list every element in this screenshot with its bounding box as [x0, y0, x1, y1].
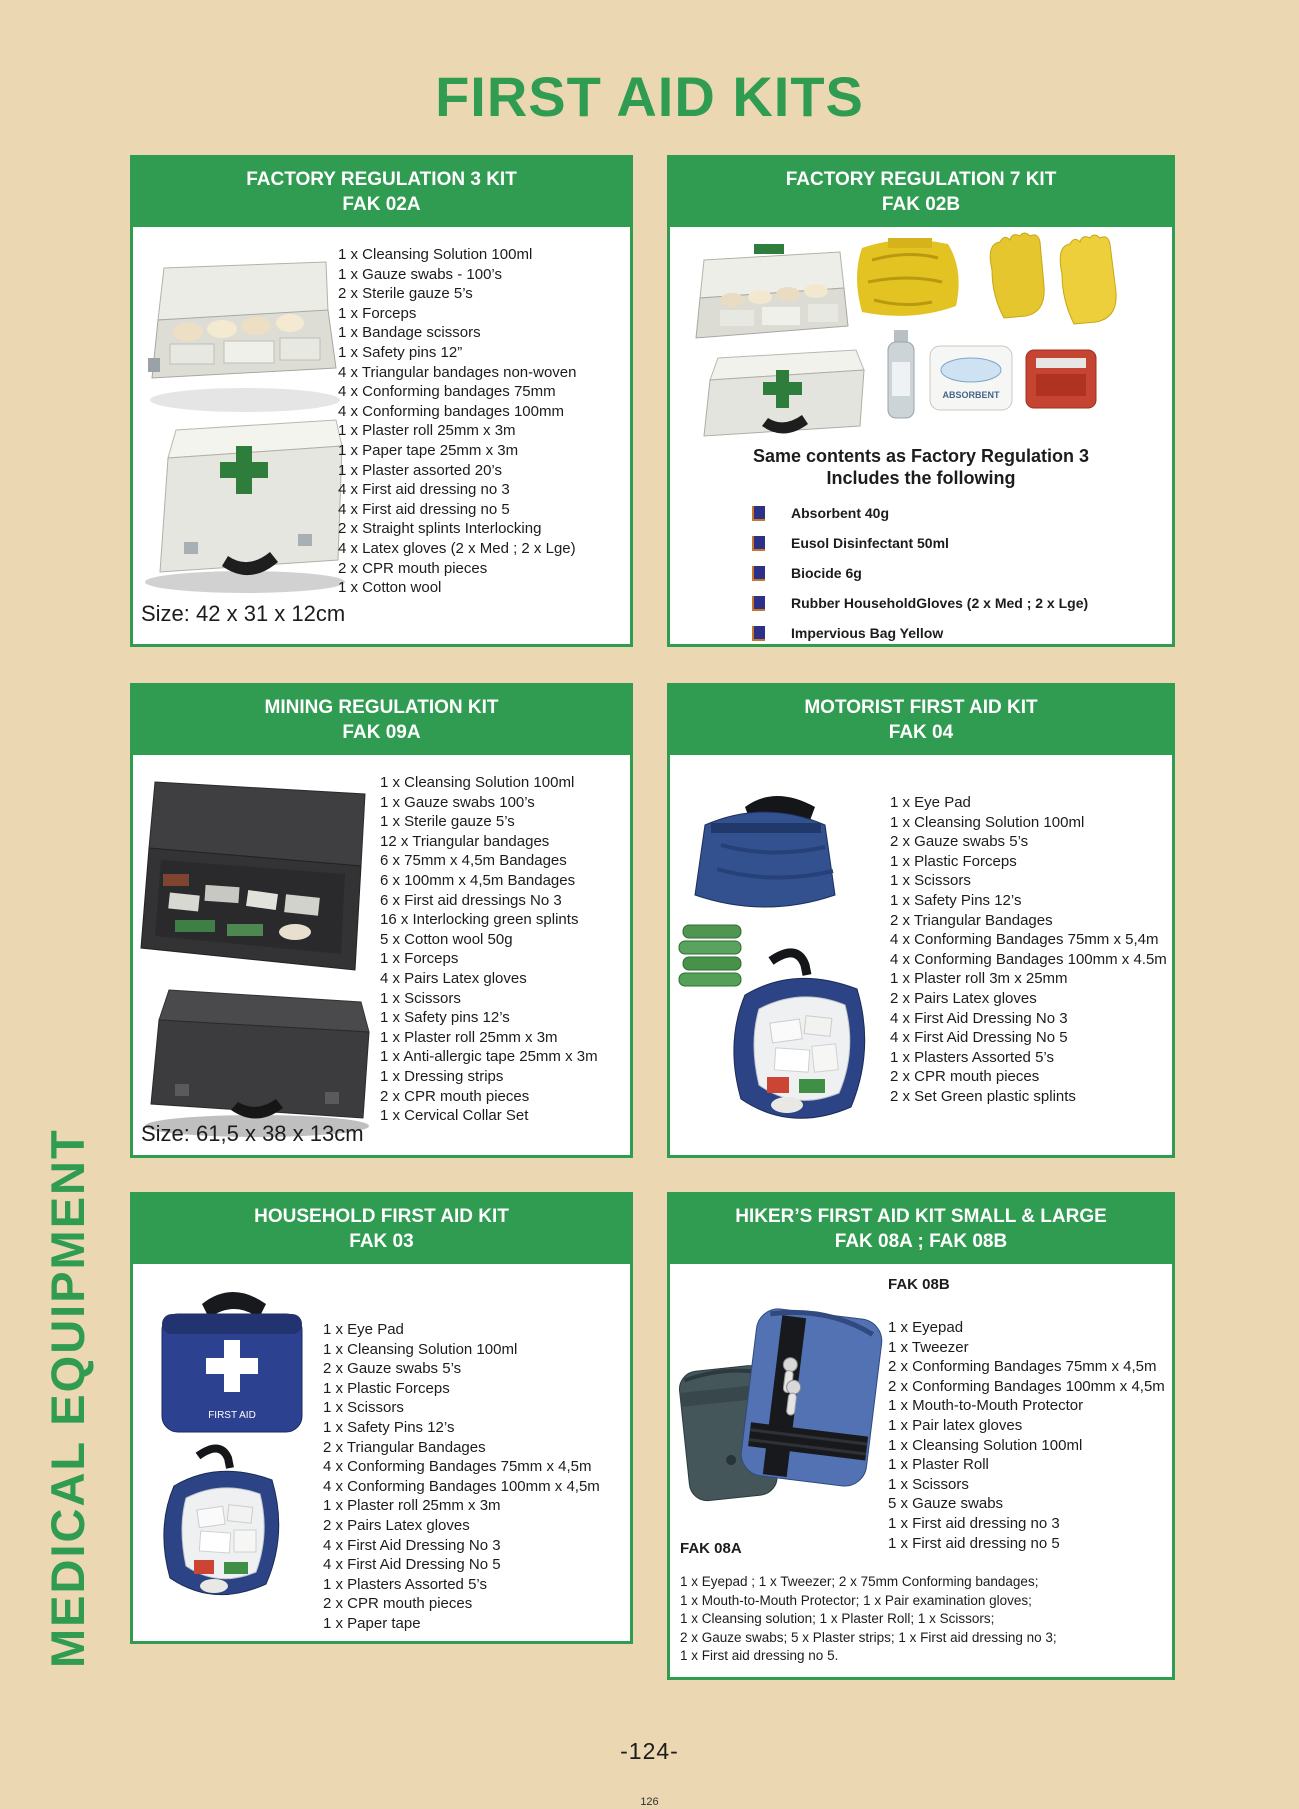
bullet-square-icon	[752, 536, 765, 551]
hikers-fak08b-item-list	[888, 1318, 1165, 1553]
factory3-item-list	[338, 245, 577, 598]
list-item: 4 x First Aid Dressing No 3	[890, 1009, 1068, 1027]
panel-title-line2: FAK 02A	[342, 194, 421, 215]
bullet-square-icon	[752, 596, 765, 611]
mining-size: Size: 61,5 x 38 x 13cm	[141, 1121, 364, 1146]
bullet-label: Impervious Bag Yellow	[791, 625, 944, 641]
product-photo-factory3-cases	[140, 250, 345, 600]
list-item: 16 x Interlocking green splints	[380, 911, 579, 929]
page-title: FIRST AID KITS	[435, 65, 864, 128]
product-photo-motorist-bag	[675, 765, 890, 1150]
bullet-label: Rubber HouseholdGloves (2 x Med ; 2 x Lge)	[791, 595, 1089, 611]
bullet-square-icon	[752, 506, 765, 521]
description-line: 1 x First aid dressing no 5.	[680, 1648, 839, 1664]
panel-factory-regulation-3	[130, 155, 633, 647]
description-line: 1 x Cleansing solution; 1 x Plaster Roll; 1 x Scissors;	[680, 1611, 995, 1627]
panel-title-line2: FAK 08A ; FAK 08B	[834, 1231, 1008, 1252]
list-item: 6 x 100mm x 4,5m Bandages	[380, 871, 576, 889]
sidebar-vertical-text: MEDICAL EQUIPMENT	[41, 1128, 94, 1668]
list-item: 1 x First aid dressing no 5	[888, 1534, 1060, 1552]
list-item: 4 x Conforming bandages 75mm	[338, 383, 556, 401]
list-item: 2 x Triangular Bandages	[323, 1438, 486, 1456]
list-item: 4 x Conforming Bandages 75mm x 4,5m	[323, 1458, 592, 1476]
panel-mining-regulation	[130, 683, 633, 1158]
list-item: 4 x First aid dressing no 5	[338, 500, 510, 518]
bullet-item	[752, 588, 1088, 618]
list-item: 1 x Cleansing Solution 100ml	[323, 1340, 518, 1358]
list-item: 2 x Gauze swabs 5’s	[323, 1360, 462, 1378]
list-item: 1 x Gauze swabs - 100’s	[338, 265, 502, 283]
list-item: 1 x Tweezer	[888, 1338, 969, 1356]
note-line2: Includes the following	[826, 468, 1016, 488]
factory7-note	[670, 445, 1172, 489]
list-item: 1 x Cotton wool	[338, 579, 442, 597]
list-item: 4 x First aid dressing no 3	[338, 481, 510, 499]
panel-motorist	[667, 683, 1175, 1158]
list-item: 1 x Eyepad	[888, 1319, 964, 1336]
list-item: 1 x Scissors	[890, 872, 971, 890]
list-item: 1 x Safety pins 12”	[338, 343, 463, 361]
bullet-square-icon	[752, 566, 765, 581]
list-item: 2 x Gauze swabs 5’s	[890, 833, 1029, 851]
household-bag-label: FIRST AID	[208, 1410, 256, 1421]
list-item: 1 x Cervical Collar Set	[380, 1107, 529, 1125]
list-item: 2 x CPR mouth pieces	[380, 1087, 530, 1105]
footer-tiny-number: 126	[640, 1796, 659, 1808]
list-item: 2 x Sterile gauze 5’s	[338, 285, 473, 303]
list-item: 1 x Mouth-to-Mouth Protector	[888, 1397, 1084, 1415]
bullet-item	[752, 618, 1088, 648]
list-item: 4 x First Aid Dressing No 3	[323, 1536, 501, 1554]
list-item: 1 x Plastic Forceps	[890, 852, 1017, 870]
list-item: 4 x Latex gloves (2 x Med ; 2 x Lge)	[338, 539, 576, 557]
list-item: 6 x 75mm x 4,5m Bandages	[380, 852, 567, 870]
list-item: 1 x Cleansing Solution 100ml	[890, 813, 1085, 831]
factory3-size: Size: 42 x 31 x 12cm	[141, 601, 346, 626]
list-item: 4 x First Aid Dressing No 5	[890, 1029, 1068, 1047]
list-item: 2 x Pairs Latex gloves	[890, 989, 1037, 1007]
panel-header	[133, 1195, 630, 1264]
list-item: 5 x Gauze swabs	[888, 1495, 1004, 1513]
list-item: 1 x Plasters Assorted 5’s	[323, 1575, 487, 1593]
panel-header	[670, 158, 1172, 227]
list-item: 1 x Plaster roll 25mm x 3m	[338, 422, 516, 440]
panel-title-line1: MOTORIST FIRST AID KIT	[804, 697, 1038, 718]
list-item: 1 x Sterile gauze 5’s	[380, 813, 515, 831]
list-item: 4 x Conforming Bandages 75mm x 5,4m	[890, 931, 1159, 949]
list-item: 12 x Triangular bandages	[380, 832, 550, 850]
product-photo-factory7-contents	[692, 230, 1152, 440]
list-item: 1 x Eye Pad	[323, 1321, 404, 1338]
list-item: 2 x Set Green plastic splints	[890, 1087, 1076, 1105]
factory7-bullet-list	[752, 498, 1088, 648]
panel-header	[670, 686, 1172, 755]
absorbent-pack-label: ABSORBENT	[942, 390, 1000, 400]
household-item-list	[323, 1320, 600, 1634]
panel-title-line1: FACTORY REGULATION 3 KIT	[246, 169, 517, 190]
list-item: 2 x Pairs Latex gloves	[323, 1516, 470, 1534]
list-item: 2 x Straight splints Interlocking	[338, 520, 542, 538]
list-item: 1 x Safety Pins 12’s	[323, 1418, 455, 1436]
page-number: -124-	[620, 1738, 679, 1764]
list-item: 1 x Scissors	[323, 1399, 404, 1417]
hikers-fak08a-description	[680, 1573, 1057, 1666]
panel-title-line1: HOUSEHOLD FIRST AID KIT	[254, 1206, 509, 1227]
product-photo-mining-cases	[135, 774, 380, 1146]
description-line: 1 x Eyepad ; 1 x Tweezer; 2 x 75mm Conforming bandages;	[680, 1574, 1039, 1589]
list-item: 1 x Safety Pins 12’s	[890, 891, 1022, 909]
list-item: 1 x Plasters Assorted 5’s	[890, 1048, 1054, 1066]
panel-title-line2: FAK 04	[888, 722, 954, 743]
bullet-item	[752, 528, 1088, 558]
panel-household	[130, 1192, 633, 1644]
list-item: 1 x Cleansing Solution 100ml	[380, 774, 575, 791]
list-item: 4 x Conforming Bandages 100mm x 4,5m	[323, 1477, 600, 1495]
bullet-label: Absorbent 40g	[791, 505, 890, 521]
panel-title-line1: MINING REGULATION KIT	[264, 697, 499, 718]
panel-title-line1: HIKER’S FIRST AID KIT SMALL & LARGE	[735, 1206, 1107, 1227]
list-item: 1 x Dressing strips	[380, 1067, 504, 1085]
panel-header	[133, 686, 630, 755]
list-item: 1 x Plaster roll 3m x 25mm	[890, 970, 1068, 988]
list-item: 4 x First Aid Dressing No 5	[323, 1556, 501, 1574]
list-item: 2 x Conforming Bandages 100mm x 4,5m	[888, 1377, 1165, 1395]
bullet-item	[752, 498, 1088, 528]
list-item: 1 x Eye Pad	[890, 794, 971, 811]
bullet-item	[752, 558, 1088, 588]
product-photo-household-bag	[140, 1270, 325, 1645]
list-item: 4 x Conforming bandages 100mm	[338, 402, 564, 420]
list-item: 2 x CPR mouth pieces	[323, 1595, 473, 1613]
motorist-item-list	[890, 793, 1167, 1107]
mining-item-list	[380, 773, 598, 1126]
list-item: 1 x Cleansing Solution 100ml	[888, 1436, 1083, 1454]
panel-title-line1: FACTORY REGULATION 7 KIT	[785, 169, 1057, 190]
description-line: 1 x Mouth-to-Mouth Protector; 1 x Pair examination gloves;	[680, 1592, 1032, 1608]
list-item: 2 x CPR mouth pieces	[890, 1068, 1040, 1086]
bullet-label: Eusol Disinfectant 50ml	[791, 535, 949, 551]
list-item: 1 x Gauze swabs 100’s	[380, 793, 535, 811]
hikers-fak08b-label: FAK 08B	[888, 1276, 950, 1293]
list-item: 2 x Conforming Bandages 75mm x 4,5m	[888, 1358, 1157, 1376]
hikers-fak08a-label: FAK 08A	[680, 1540, 742, 1557]
list-item: 1 x Scissors	[380, 989, 461, 1007]
bullet-label: Biocide 6g	[791, 565, 862, 581]
panel-header	[670, 1195, 1172, 1264]
list-item: 1 x Paper tape 25mm x 3m	[338, 441, 519, 459]
panel-title-line2: FAK 02B	[881, 194, 961, 215]
list-item: 1 x Plaster Roll	[888, 1456, 989, 1474]
list-item: 1 x Scissors	[888, 1475, 969, 1493]
list-item: 2 x CPR mouth pieces	[338, 559, 488, 577]
list-item: 1 x Plastic Forceps	[323, 1379, 450, 1397]
list-item: 1 x Anti-allergic tape 25mm x 3m	[380, 1048, 598, 1066]
list-item: 1 x Paper tape	[323, 1614, 421, 1632]
panel-title-line2: FAK 09A	[342, 722, 421, 743]
description-line: 2 x Gauze swabs; 5 x Plaster strips; 1 x First aid dressing no 3;	[680, 1629, 1057, 1645]
list-item: 2 x Triangular Bandages	[890, 911, 1053, 929]
list-item: 4 x Pairs Latex gloves	[380, 969, 527, 987]
list-item: 1 x Cleansing Solution 100ml	[338, 246, 533, 263]
list-item: 1 x Bandage scissors	[338, 324, 481, 342]
list-item: 1 x Plaster roll 25mm x 3m	[380, 1028, 558, 1046]
list-item: 1 x First aid dressing no 3	[888, 1514, 1060, 1532]
panel-header	[133, 158, 630, 227]
list-item: 1 x Forceps	[380, 950, 459, 968]
note-line1: Same contents as Factory Regulation 3	[752, 446, 1090, 466]
list-item: 1 x Safety pins 12’s	[380, 1009, 510, 1027]
bullet-square-icon	[752, 626, 765, 641]
list-item: 1 x Plaster assorted 20’s	[338, 461, 502, 479]
product-photo-hikers-pouches	[675, 1290, 885, 1535]
list-item: 5 x Cotton wool 50g	[380, 930, 513, 948]
panel-factory-regulation-7	[667, 155, 1175, 647]
list-item: 1 x Plaster roll 25mm x 3m	[323, 1497, 501, 1515]
list-item: 1 x Forceps	[338, 304, 417, 322]
list-item: 1 x Pair latex gloves	[888, 1416, 1023, 1434]
list-item: 4 x Triangular bandages non-woven	[338, 363, 577, 381]
panel-title-line2: FAK 03	[349, 1231, 414, 1252]
list-item: 4 x Conforming Bandages 100mm x 4.5m	[890, 950, 1167, 968]
list-item: 6 x First aid dressings No 3	[380, 891, 562, 909]
panel-hikers	[667, 1192, 1175, 1680]
